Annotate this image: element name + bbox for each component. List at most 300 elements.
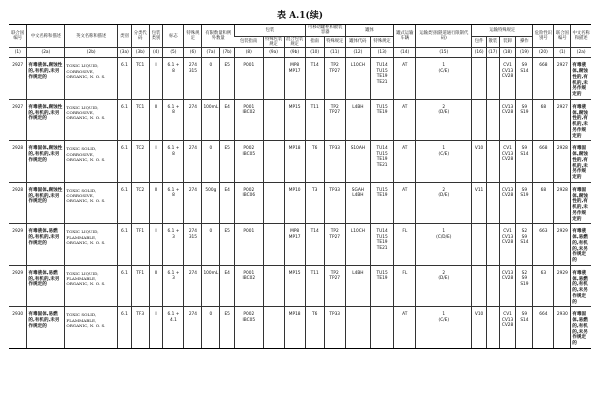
operation-line: S9 [521, 187, 528, 193]
labels-line: 6.1 + [167, 187, 180, 193]
tank-special-line: TP27 [329, 234, 341, 240]
special-provisions-line: 274 [188, 63, 198, 69]
column-number: (11) [324, 48, 345, 58]
cell-excepted-quantity: E5 [220, 141, 235, 183]
cell-cn-name-right: 有毒液体,易燃的,有机的,未另作规定的 [571, 265, 591, 307]
cell-labels [163, 99, 184, 141]
road-tank-special-line: TU14 [376, 146, 388, 152]
cell-tank-instructions: T6 [305, 307, 324, 349]
labels-line: 6.1 + [167, 312, 180, 318]
column-number: (4) [149, 48, 163, 58]
cell-cn-name-right: 有毒固体,易燃的,有机的,未另作规定的 [571, 307, 591, 349]
cell-special-provisions [184, 224, 202, 266]
cell-hazard-id: 668 [533, 58, 554, 100]
cell-packages: V10 [472, 307, 487, 349]
road-tank-special-line: TE21 [376, 79, 388, 85]
cell-packing-group: I [149, 224, 163, 266]
labels-line: 8 [172, 110, 175, 116]
packing-instructions-line: P002 [243, 146, 255, 152]
column-number-row [9, 48, 591, 58]
labels-line: 4.1 [170, 317, 177, 323]
cell-un-number: 2928 [9, 182, 27, 224]
cell-vehicle: AT [394, 141, 416, 183]
table-title: 表 A.1(续) [276, 11, 324, 21]
column-number: (3b) [131, 48, 149, 58]
tank-special-line: TP33 [329, 187, 341, 193]
loading-line: CV13 [501, 317, 514, 323]
labels-line: 6.1 + [167, 104, 180, 110]
column-number: (9b) [284, 48, 305, 58]
cell-mixed-packing: MP8 MP17 [284, 58, 305, 100]
cell-tank-code [345, 307, 370, 349]
cell-un-number-right: 2927 [554, 99, 571, 141]
cell-cn-name-right: 有毒固体,腐蚀性的,有机的,未另作规定的 [571, 182, 591, 224]
operation-line: S2 [521, 229, 528, 235]
operation-line: S9 [521, 312, 528, 318]
labels-line: 8 [172, 193, 175, 199]
cell-un-number-right: 2929 [554, 224, 571, 266]
cell-classification-code: TC2 [131, 182, 149, 224]
header-en-name: 英文名称和描述 [65, 25, 118, 48]
cell-limited-quantity: 0 [202, 58, 220, 100]
cell-labels [163, 307, 184, 349]
tank-special-line: TP27 [329, 276, 341, 282]
cell-hazard-id: 668 [533, 141, 554, 183]
cell-vehicle: AT [394, 99, 416, 141]
cell-packages [472, 58, 487, 100]
cell-loading [499, 141, 516, 183]
labels-line: 3 [172, 276, 175, 282]
cell-mixed-packing: MP10 [284, 182, 305, 224]
operation-line: S14 [520, 240, 529, 246]
cell-en-name: TOXIC LIQUID, FLAMMABLE, ORGANIC, N. O. S. [65, 265, 118, 307]
cell-labels [163, 265, 184, 307]
loading-line: CV28 [501, 276, 514, 282]
special-provisions-line: 315 [188, 234, 198, 240]
cell-bulk [486, 265, 499, 307]
cell-special-packing [263, 224, 284, 266]
cell-cn-name-right: 有毒液体,腐蚀性的,有机的,未另作规定的 [571, 99, 591, 141]
cell-hazard-id: 68 [533, 99, 554, 141]
tank-special-line: TP2 [330, 104, 339, 110]
cell-tank-special [324, 99, 345, 141]
cell-loading [499, 58, 516, 100]
cell-packing-instructions [235, 265, 263, 307]
cell-cn-name: 有毒液体,腐蚀性的,有机的,未另作规定的 [27, 58, 65, 100]
loading-line: CV28 [501, 323, 514, 329]
cell-packing-group: I [149, 141, 163, 183]
header-loading: 装卸 [499, 36, 516, 48]
cell-road-tank-special [371, 182, 394, 224]
header-packaging-group: 包装 [235, 25, 306, 37]
packing-instructions-line: P001 [243, 270, 255, 276]
cell-special-provisions [184, 182, 202, 224]
cell-hazard-id: 663 [533, 224, 554, 266]
header-class: 类别 [118, 25, 132, 48]
transport-category-line: (C/D/E) [436, 234, 452, 240]
header-mixed-packing: 混合包装规定 [286, 36, 304, 48]
loading-line: CV13 [501, 68, 514, 74]
cell-labels [163, 58, 184, 100]
header-tank-code: 罐体代码 [345, 36, 370, 48]
operation-line: S14 [520, 317, 529, 323]
road-tank-special-line: TU15 [376, 187, 388, 193]
cell-mixed-packing: MP15 [284, 99, 305, 141]
cell-loading [499, 265, 516, 307]
cell-excepted-quantity: E4 [220, 182, 235, 224]
road-tank-special-line: TE19 [376, 240, 388, 246]
cell-special-packing [263, 265, 284, 307]
cell-special-provisions [184, 265, 202, 307]
cell-operation [516, 141, 533, 183]
tank-special-line: TP27 [329, 68, 341, 74]
cell-packing-instructions [235, 307, 263, 349]
packing-instructions-line: P001 [243, 229, 255, 235]
transport-category-line: (C/E) [438, 317, 450, 323]
loading-line: CV13 [501, 187, 514, 193]
cell-operation [516, 265, 533, 307]
loading-line: CV13 [501, 151, 514, 157]
cell-packages [472, 224, 487, 266]
cell-classification-code: TF1 [131, 265, 149, 307]
column-number: (19) [516, 48, 533, 58]
cell-vehicle: FL [394, 224, 416, 266]
cell-bulk [486, 224, 499, 266]
cell-transport-category [416, 307, 472, 349]
cell-road-tank-special [371, 58, 394, 100]
cell-en-name: TOXIC SOLID, CORROSIVE, ORGANIC, N. O. S. [65, 182, 118, 224]
road-tank-special-line: TU14 [376, 229, 388, 235]
operation-line: S2 [521, 270, 528, 276]
table-row [9, 99, 591, 141]
packing-instructions-line: IBC06 [242, 193, 256, 199]
cell-classification-code: TC1 [131, 99, 149, 141]
column-number: (5) [163, 48, 184, 58]
packing-instructions-line: IBC02 [242, 110, 256, 116]
cell-tank-special [324, 182, 345, 224]
cell-packing-instructions [235, 58, 263, 100]
packing-instructions-line: P002 [243, 312, 255, 318]
tank-special-line: TP33 [329, 146, 341, 152]
cell-operation [516, 224, 533, 266]
cell-tank-special [324, 224, 345, 266]
packing-instructions-line: P002 [243, 187, 255, 193]
cell-packing-group: I [149, 307, 163, 349]
header-packing-instructions: 包装指南 [235, 36, 263, 48]
cell-packing-instructions [235, 182, 263, 224]
header-un-no-right: 联合国编号 [554, 25, 571, 48]
cell-tank-instructions: T14 [305, 58, 324, 100]
cell-excepted-quantity: E5 [220, 307, 235, 349]
header-special-transport-group: 运输特殊规定 [472, 25, 533, 37]
road-tank-special-line: TE19 [376, 193, 388, 199]
cell-operation [516, 182, 533, 224]
cell-un-number: 2928 [9, 141, 27, 183]
cell-un-number-right: 2928 [554, 141, 571, 183]
packing-instructions-line: P001 [243, 104, 255, 110]
operation-line: S9 [521, 234, 528, 240]
header-road-tank-group: 罐体 [345, 25, 393, 37]
cell-en-name: TOXIC LIQUID, CORROSIVE, ORGANIC, N. O. S. [65, 58, 118, 100]
labels-line: 6.1 + [167, 146, 180, 152]
loading-line: CV28 [501, 74, 514, 80]
packing-instructions-line: IBC05 [242, 317, 256, 323]
table-row [9, 182, 591, 224]
cell-transport-category [416, 141, 472, 183]
cell-tank-special [324, 265, 345, 307]
transport-category-line: 2 [442, 104, 446, 110]
cell-hazard-id: 68 [533, 182, 554, 224]
cell-loading [499, 99, 516, 141]
column-number: (1) [9, 48, 27, 58]
road-tank-special-line: TU15 [376, 68, 388, 74]
road-tank-special-line: TE21 [376, 245, 388, 251]
road-tank-special-line: TU15 [376, 104, 388, 110]
cell-loading [499, 307, 516, 349]
cell-road-tank-special [371, 224, 394, 266]
cell-bulk [486, 182, 499, 224]
cell-transport-category [416, 99, 472, 141]
loading-line: CV1 [503, 312, 512, 318]
cell-mixed-packing: MP18 [284, 307, 305, 349]
special-provisions-line: 274 [188, 146, 198, 152]
cell-vehicle: FL [394, 265, 416, 307]
cell-un-number: 2929 [9, 224, 27, 266]
cell-limited-quantity: 0 [202, 307, 220, 349]
cell-special-provisions [184, 307, 202, 349]
cell-limited-quantity: 100mL [202, 265, 220, 307]
cell-transport-category [416, 58, 472, 100]
cell-en-name: TOXIC LIQUID, CORROSIVE, ORGANIC, N. O. S. [65, 99, 118, 141]
cell-tank-special [324, 141, 345, 183]
cell-classification-code: TC1 [131, 58, 149, 100]
cell-transport-category [416, 224, 472, 266]
column-number: (12) [345, 48, 370, 58]
cell-special-packing [263, 99, 284, 141]
column-number: (2a) [571, 48, 591, 58]
cell-cn-name: 有毒液体,易燃的,有机的,未另作规定的 [27, 224, 65, 266]
transport-category-line: (C/E) [438, 151, 450, 157]
transport-category-line: (D/E) [438, 110, 450, 116]
cell-cn-name: 有毒液体,易燃的,有机的,未另作规定的 [27, 265, 65, 307]
cell-classification-code: TC2 [131, 141, 149, 183]
packing-instructions-line: P001 [243, 63, 255, 69]
loading-line: CV28 [501, 157, 514, 163]
cell-cn-name-right: 有毒固体,腐蚀性的,有机的,未另作规定的 [571, 141, 591, 183]
cell-un-number: 2927 [9, 58, 27, 100]
cell-class: 6.1 [118, 99, 132, 141]
special-provisions-line: 274 [188, 104, 198, 110]
cell-hazard-id: 664 [533, 307, 554, 349]
cell-road-tank-special [371, 141, 394, 183]
cell-special-provisions [184, 99, 202, 141]
cell-transport-category [416, 265, 472, 307]
tank-special-line: TP2 [330, 229, 339, 235]
operation-line: S19 [520, 110, 529, 116]
cell-un-number: 2927 [9, 99, 27, 141]
column-number: (13) [371, 48, 394, 58]
cell-tank-instructions: T11 [305, 99, 324, 141]
cell-limited-quantity: 100mL [202, 99, 220, 141]
transport-category-line: 1 [442, 63, 446, 69]
cell-un-number-right: 2928 [554, 182, 571, 224]
special-provisions-line: 274 [188, 187, 198, 193]
special-provisions-line: 274 [188, 312, 198, 318]
cell-un-number-right: 2927 [554, 58, 571, 100]
cell-special-packing [263, 58, 284, 100]
tank-special-line: TP27 [329, 110, 341, 116]
cell-un-number-right: 2930 [554, 307, 571, 349]
loading-line: CV28 [501, 193, 514, 199]
cell-mixed-packing: MP15 [284, 265, 305, 307]
transport-category-line: 2 [442, 270, 446, 276]
header-operation: 操作 [516, 36, 533, 48]
cell-tank-code: SGAH L4BH [345, 182, 370, 224]
operation-line: S9 [521, 276, 528, 282]
dangerous-goods-table [9, 24, 591, 349]
cell-packing-instructions [235, 224, 263, 266]
loading-line: CV28 [501, 110, 514, 116]
column-number: (15) [416, 48, 472, 58]
header-packing-group: 包装类别 [149, 25, 163, 48]
cell-en-name: TOXIC LIQUID, FLAMMABLE, ORGANIC, N. O. S. [65, 224, 118, 266]
cell-mixed-packing: MP8 MP17 [284, 224, 305, 266]
labels-line: 8 [172, 68, 175, 74]
road-tank-special-line: TE19 [376, 110, 388, 116]
transport-category-line: 1 [442, 312, 446, 318]
cell-operation [516, 99, 533, 141]
cell-tank-code: L10CH [345, 224, 370, 266]
operation-line: S19 [520, 193, 529, 199]
column-number: (10) [305, 48, 324, 58]
column-number: (6) [184, 48, 202, 58]
cell-un-number: 2930 [9, 307, 27, 349]
header-un-no: 联合国编号 [9, 25, 27, 48]
header-transport-category: 运输类别(隧道通行限制代码) [416, 25, 472, 48]
loading-line: CV1 [503, 229, 512, 235]
cell-un-number: 2929 [9, 265, 27, 307]
cell-tank-special [324, 58, 345, 100]
cell-special-provisions [184, 141, 202, 183]
table-row [9, 58, 591, 100]
table-row [9, 141, 591, 183]
column-number: (8) [235, 48, 263, 58]
cell-packing-group: I [149, 58, 163, 100]
table-body [9, 58, 591, 349]
transport-category-line: (D/E) [438, 193, 450, 199]
cell-class: 6.1 [118, 141, 132, 183]
cell-hazard-id: 63 [533, 265, 554, 307]
loading-line: CV13 [501, 234, 514, 240]
special-provisions-line: 274 [188, 270, 198, 276]
column-number: (17) [486, 48, 499, 58]
cell-tank-code: L4BH [345, 265, 370, 307]
header-special-provisions: 特殊规定 [184, 25, 202, 48]
cell-packing-instructions [235, 99, 263, 141]
cell-class: 6.1 [118, 182, 132, 224]
cell-excepted-quantity: E4 [220, 265, 235, 307]
cell-packing-group: II [149, 99, 163, 141]
cell-transport-category [416, 182, 472, 224]
cell-packages: V11 [472, 182, 487, 224]
header-tank-instructions: 指南 [305, 36, 324, 48]
column-number: (9a) [263, 48, 284, 58]
cell-special-packing [263, 141, 284, 183]
cell-un-number-right: 2929 [554, 265, 571, 307]
loading-line: CV28 [501, 240, 514, 246]
cell-tank-instructions: T11 [305, 265, 324, 307]
labels-line: 3 [172, 234, 175, 240]
cell-packing-group: II [149, 265, 163, 307]
cell-road-tank-special [371, 265, 394, 307]
header-hazard-id: 危险性识别号 [533, 25, 554, 48]
cell-excepted-quantity: E5 [220, 224, 235, 266]
operation-line: S9 [521, 146, 528, 152]
cell-road-tank-special [371, 307, 394, 349]
cell-packing-instructions [235, 141, 263, 183]
header-cn-name: 中文名称和描述 [27, 25, 65, 48]
labels-line: 6.1 + [167, 270, 180, 276]
cell-vehicle: AT [394, 307, 416, 349]
column-number: (7a) [202, 48, 220, 58]
cell-excepted-quantity: E5 [220, 58, 235, 100]
road-tank-special-line: TE19 [376, 157, 388, 163]
column-number: (14) [394, 48, 416, 58]
header-labels: 标志 [163, 25, 184, 48]
labels-line: 8 [172, 151, 175, 157]
cell-tank-instructions: T3 [305, 182, 324, 224]
cell-tank-special [324, 307, 345, 349]
cell-mixed-packing: MP18 [284, 141, 305, 183]
cell-bulk [486, 58, 499, 100]
operation-line: S14 [520, 151, 529, 157]
cell-limited-quantity: 0 [202, 141, 220, 183]
cell-vehicle: AT [394, 58, 416, 100]
cell-loading [499, 182, 516, 224]
column-number: (7b) [220, 48, 235, 58]
cell-tank-code: L10CH [345, 58, 370, 100]
column-number: (18) [499, 48, 516, 58]
header-special-packing: 特殊包装规定 [264, 36, 283, 48]
transport-category-line: 1 [442, 146, 446, 152]
header-tank-group: 可移动罐柜和散装容器 [305, 25, 345, 37]
road-tank-special-line: TE19 [376, 74, 388, 80]
cell-packages [472, 265, 487, 307]
transport-category-line: (C/E) [438, 68, 450, 74]
cell-special-packing [263, 182, 284, 224]
transport-category-line: (D/E) [438, 276, 450, 282]
cell-tank-instructions: T14 [305, 224, 324, 266]
packing-instructions-line: IBC05 [242, 151, 256, 157]
cell-labels [163, 224, 184, 266]
road-tank-special-line: TU15 [376, 270, 388, 276]
cell-class: 6.1 [118, 307, 132, 349]
cell-packages [472, 99, 487, 141]
road-tank-special-line: TE19 [376, 276, 388, 282]
road-tank-special-line: TU15 [376, 234, 388, 240]
cell-cn-name: 有毒固体,腐蚀性的,有机的,未另作规定的 [27, 141, 65, 183]
loading-line: CV13 [501, 270, 514, 276]
cell-special-provisions [184, 58, 202, 100]
tank-special-line: TP2 [330, 63, 339, 69]
road-tank-special-line: TU14 [376, 63, 388, 69]
header-bulk: 散装 [486, 36, 499, 48]
table-row [9, 265, 591, 307]
cell-operation [516, 58, 533, 100]
cell-classification-code: TF1 [131, 224, 149, 266]
road-tank-special-line: TE21 [376, 162, 388, 168]
cell-tank-code: L4BH [345, 99, 370, 141]
